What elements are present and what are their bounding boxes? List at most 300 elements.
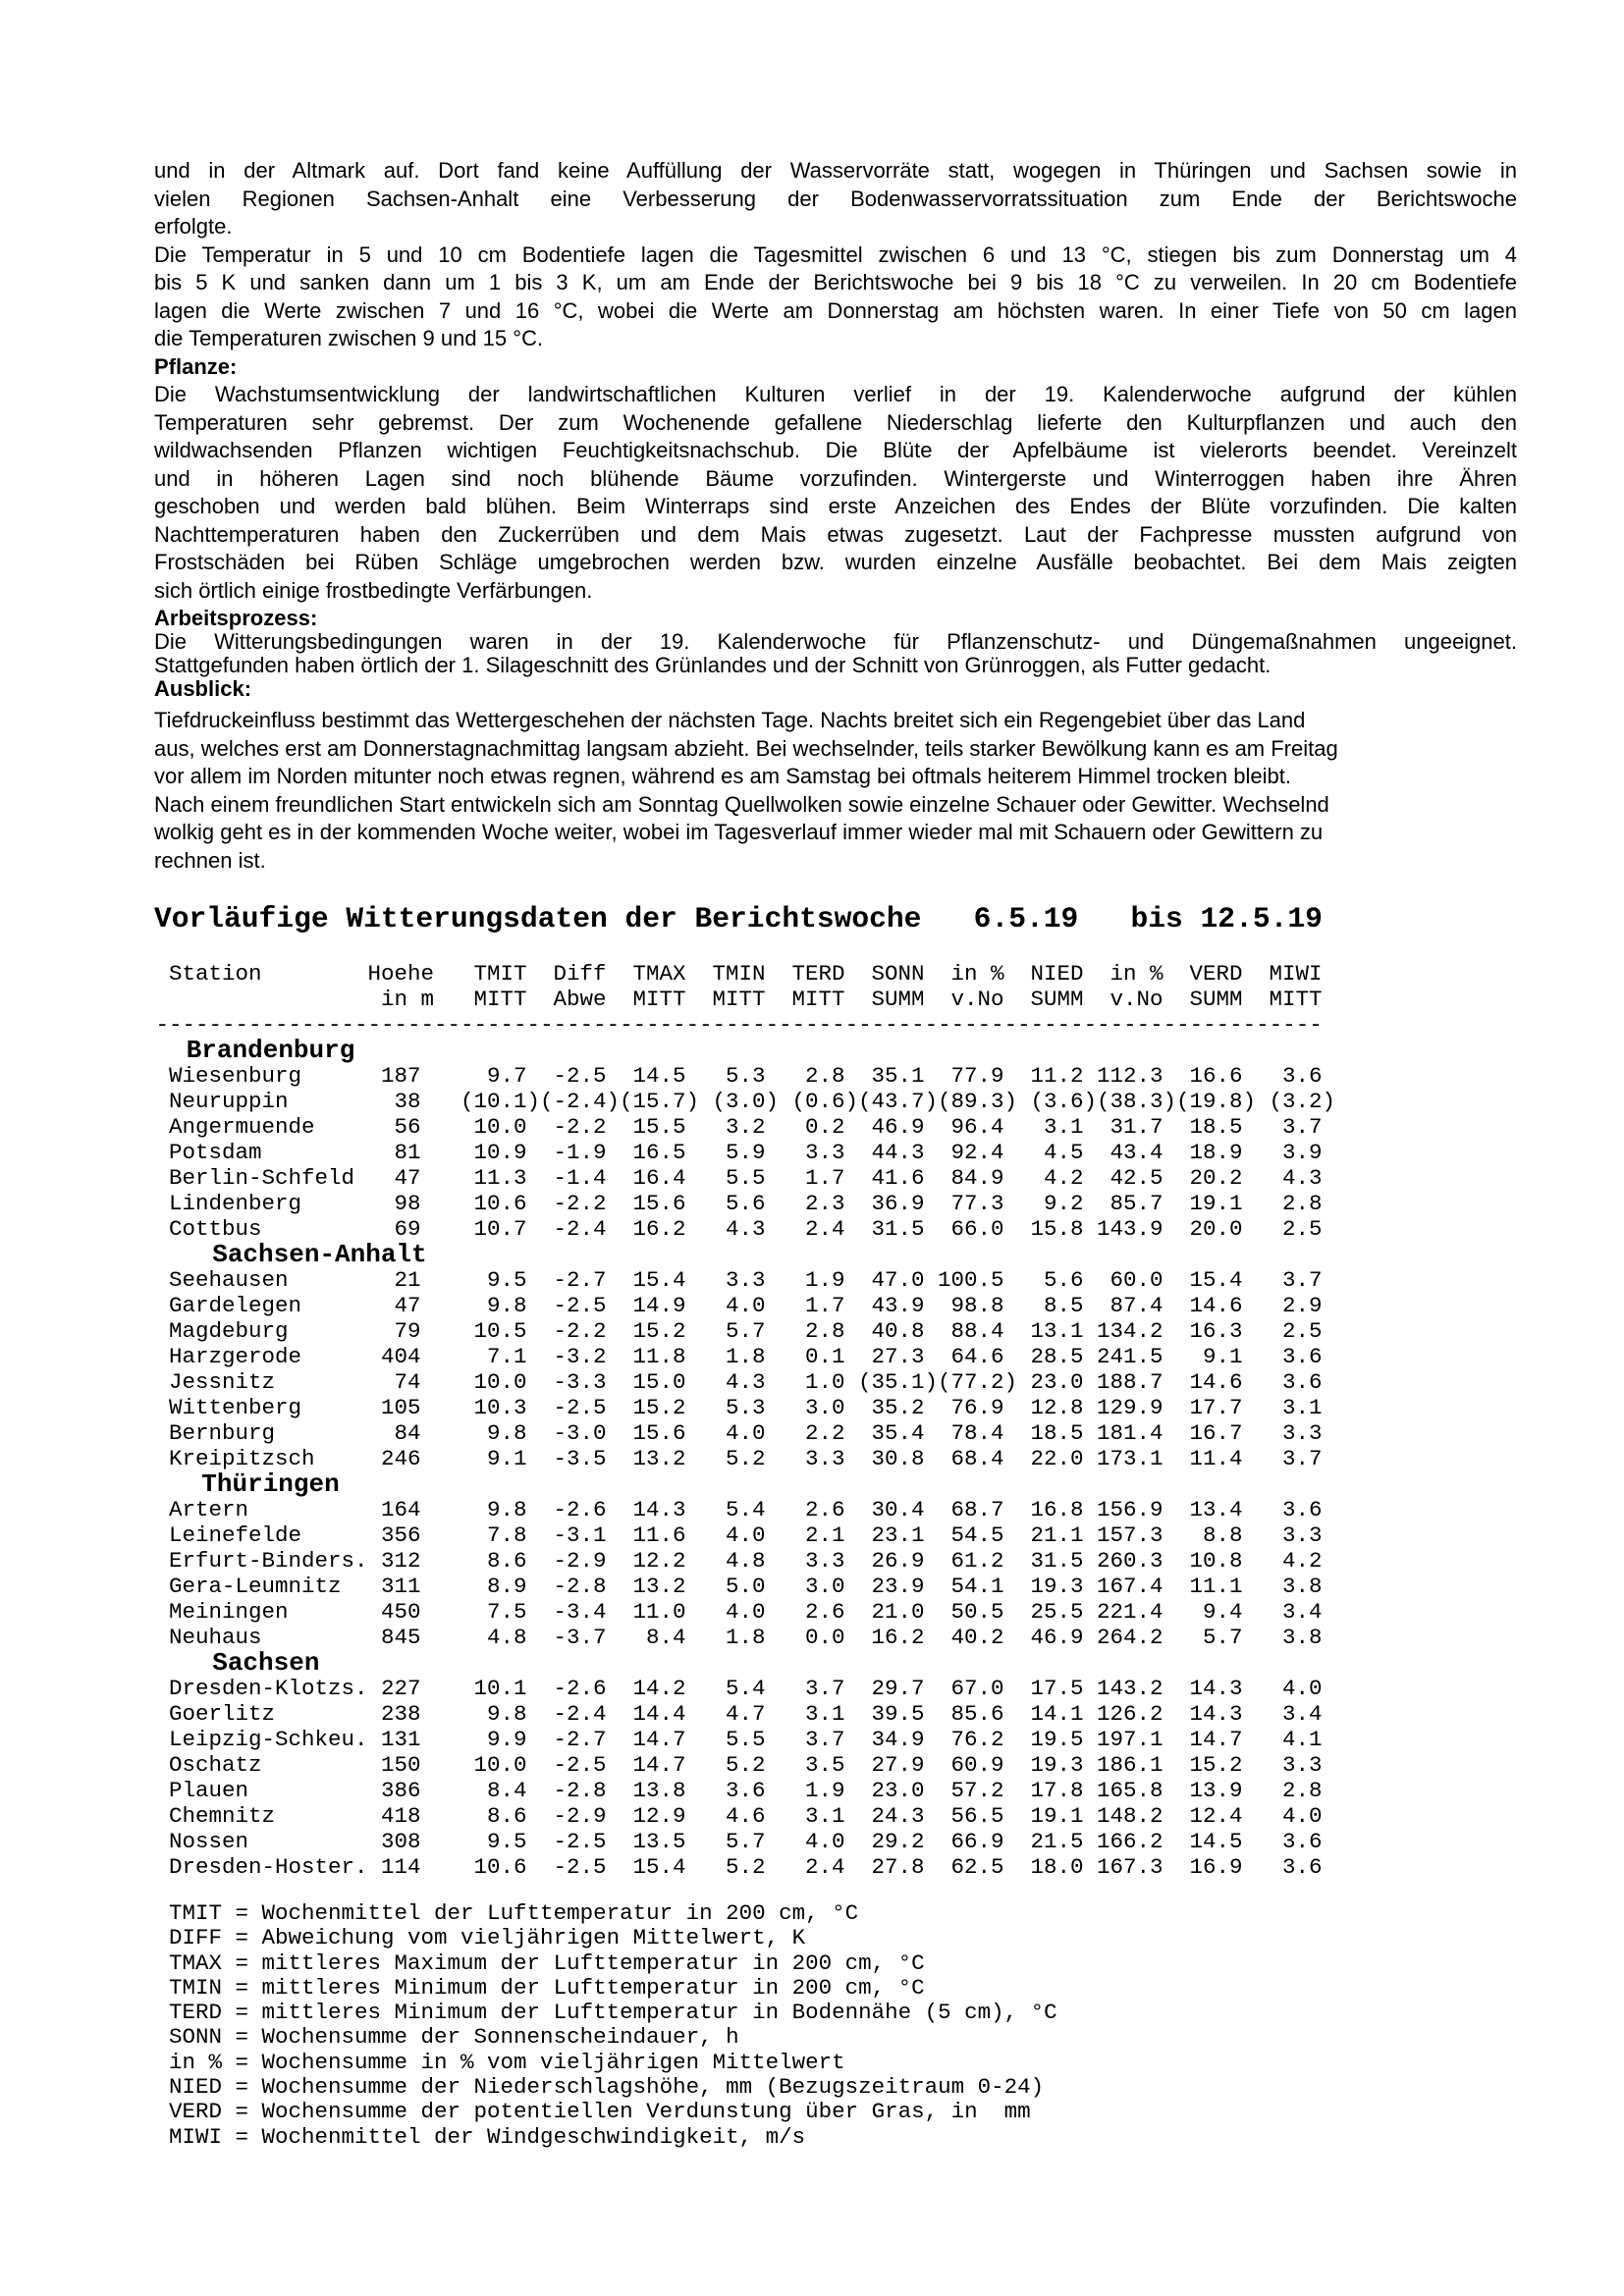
text-line: Nach einem freundlichen Start entwickeln sich am Sonntag Quellwolken sowie einzelne Schauer oder Gewitter. Wechselnd <box>154 791 1329 817</box>
table-cell: -3.1 <box>553 1522 607 1548</box>
table-cell: 9.8 <box>487 1496 527 1522</box>
table-cell: 23.0 <box>871 1777 925 1803</box>
table-row <box>156 1497 1336 1522</box>
table-cell: 2.6 <box>805 1598 845 1625</box>
table-cell: -2.5 <box>553 1751 607 1778</box>
table-cell: 56.5 <box>950 1802 1004 1829</box>
table-cell: -2.4 <box>553 1215 607 1242</box>
table-cell: (3.0) <box>712 1088 780 1114</box>
table-cell: 14.6 <box>1189 1292 1243 1318</box>
table-cell: 4.2 <box>1044 1164 1084 1191</box>
table-cell: 197.1 <box>1097 1726 1164 1752</box>
section-heading-ausblick: Ausblick: <box>154 676 252 701</box>
column-header: NIED <box>1030 960 1084 987</box>
station-name: Lindenberg <box>169 1190 302 1216</box>
table-cell: 3.8 <box>1282 1573 1323 1599</box>
table-row <box>156 1548 1336 1574</box>
table-cell: 10.0 <box>473 1113 527 1140</box>
station-elevation: 164 <box>381 1496 421 1522</box>
table-cell: 18.5 <box>1189 1113 1243 1140</box>
table-cell: 15.4 <box>1189 1266 1243 1293</box>
text-line: Die Temperatur in 5 und 10 cm Bodentiefe lagen die Tagesmittel zwischen 6 und 13 °C, stiegen bis zum Donnerstag um 4 <box>154 241 1517 267</box>
table-cell: 15.4 <box>632 1266 686 1293</box>
table-cell: 60.9 <box>950 1751 1004 1778</box>
column-header: v.No <box>1110 986 1164 1012</box>
table-cell: 11.6 <box>632 1522 686 1548</box>
table-cell: 15.2 <box>1189 1751 1243 1778</box>
table-cell: 17.7 <box>1189 1394 1243 1420</box>
table-cell: 5.4 <box>726 1496 766 1522</box>
table-cell: 14.6 <box>1189 1368 1243 1395</box>
table-cell: 44.3 <box>871 1139 925 1165</box>
station-name: Gardelegen <box>169 1292 302 1318</box>
text-line: erfolgte. <box>154 214 233 239</box>
column-header: SUMM <box>871 986 925 1012</box>
table-cell: 17.8 <box>1030 1777 1084 1803</box>
legend-line: TMIT = Wochenmittel der Lufttemperatur in 200 cm, °C <box>169 1900 859 1926</box>
table-cell: 4.0 <box>726 1522 766 1548</box>
table-cell: 9.5 <box>487 1828 527 1854</box>
table-cell: 3.8 <box>1282 1624 1323 1650</box>
station-name: Kreipitzsch <box>169 1445 315 1471</box>
station-name: Angermuende <box>169 1113 315 1140</box>
table-cell: 13.2 <box>632 1445 686 1471</box>
table-cell: 3.6 <box>1282 1343 1323 1369</box>
table-cell: 134.2 <box>1097 1317 1164 1344</box>
table-cell: 3.6 <box>1282 1496 1323 1522</box>
table-cell: 57.2 <box>950 1777 1004 1803</box>
column-header: TMIT <box>473 960 527 987</box>
table-cell: 4.3 <box>726 1215 766 1242</box>
text-line: rechnen ist. <box>154 847 266 873</box>
table-cell: 23.0 <box>1030 1368 1084 1395</box>
table-cell: -2.5 <box>553 1062 607 1089</box>
station-elevation: 84 <box>394 1419 421 1446</box>
text-line: aus, welches erst am Donnerstagnachmittag langsam abzieht. Bei wechselnder, teils starker Bewölkung kann es am Freitag <box>154 735 1338 761</box>
table-cell: 66.9 <box>950 1828 1004 1854</box>
station-elevation: 56 <box>394 1113 421 1140</box>
table-cell: 15.4 <box>632 1853 686 1880</box>
abbreviation-legend <box>169 1901 1057 2150</box>
table-cell: -2.9 <box>553 1802 607 1829</box>
table-cell: 14.9 <box>632 1292 686 1318</box>
table-cell: 1.0 <box>805 1368 845 1395</box>
legend-line: TERD = mittleres Minimum der Lufttemperatur in Bodennähe (5 cm), °C <box>169 2000 1057 2026</box>
region-heading: Brandenburg <box>186 1035 355 1065</box>
table-cell: 5.5 <box>726 1726 766 1752</box>
station-elevation: 187 <box>381 1062 421 1089</box>
table-cell: 76.2 <box>950 1726 1004 1752</box>
table-cell: 3.4 <box>1282 1598 1323 1625</box>
table-cell: 54.5 <box>950 1522 1004 1548</box>
station-name: Wiesenburg <box>169 1062 302 1089</box>
table-cell: 9.8 <box>487 1292 527 1318</box>
table-cell: (15.7) <box>620 1088 700 1114</box>
table-cell: 68.4 <box>950 1445 1004 1471</box>
table-cell: 1.7 <box>805 1292 845 1318</box>
station-elevation: 246 <box>381 1445 421 1471</box>
table-row <box>156 1140 1336 1165</box>
table-cell: 9.2 <box>1044 1190 1084 1216</box>
table-cell: 15.5 <box>632 1113 686 1140</box>
table-cell: 1.9 <box>805 1266 845 1293</box>
table-cell: 4.8 <box>726 1547 766 1574</box>
table-header-row <box>156 961 1336 987</box>
station-name: Cottbus <box>169 1215 262 1242</box>
table-cell: 16.5 <box>632 1139 686 1165</box>
station-name: Harzgerode <box>169 1343 302 1369</box>
station-elevation: 308 <box>381 1828 421 1854</box>
table-cell: 3.5 <box>805 1751 845 1778</box>
table-cell: (3.2) <box>1269 1088 1336 1114</box>
table-cell: (35.1) <box>858 1368 939 1395</box>
table-cell: 40.8 <box>871 1317 925 1344</box>
table-cell: 85.6 <box>950 1700 1004 1727</box>
table-cell: 167.4 <box>1097 1573 1164 1599</box>
table-cell: 4.7 <box>726 1700 766 1727</box>
table-cell: 14.2 <box>632 1675 686 1701</box>
table-cell: 16.9 <box>1189 1853 1243 1880</box>
table-cell: 10.1 <box>473 1675 527 1701</box>
table-cell: 10.3 <box>473 1394 527 1420</box>
column-header: in % <box>950 960 1004 987</box>
table-cell: 5.3 <box>726 1394 766 1420</box>
station-name: Leipzig-Schkeu. <box>169 1726 368 1752</box>
column-header: in m <box>381 986 435 1012</box>
table-cell: -2.7 <box>553 1726 607 1752</box>
column-header: in % <box>1110 960 1164 987</box>
station-elevation: 238 <box>381 1700 421 1727</box>
table-row <box>156 1522 1336 1548</box>
table-cell: 27.8 <box>871 1853 925 1880</box>
table-cell: 8.8 <box>1203 1522 1243 1548</box>
text-line: wildwachsenden Pflanzen wichtigen Feuchtigkeitsnachschub. Die Blüte der Apfelbäume ist vielerorts beendet. Vereinzelt <box>154 438 1517 462</box>
legend-line: VERD = Wochensumme der potentiellen Verdunstung über Gras, in mm <box>169 2099 1031 2125</box>
table-cell: 5.7 <box>726 1828 766 1854</box>
paragraph-bodenwasser <box>154 157 1517 241</box>
table-cell: 5.2 <box>726 1853 766 1880</box>
column-header: MITT <box>1269 986 1323 1012</box>
table-cell: 7.8 <box>487 1522 527 1548</box>
table-cell: 10.6 <box>473 1190 527 1216</box>
table-cell: 4.3 <box>726 1368 766 1395</box>
station-elevation: 311 <box>381 1573 421 1599</box>
table-row <box>156 1803 1336 1829</box>
table-cell: 188.7 <box>1097 1368 1164 1395</box>
table-cell: 9.1 <box>487 1445 527 1471</box>
table-cell: 12.4 <box>1189 1802 1243 1829</box>
table-cell: 13.9 <box>1189 1777 1243 1803</box>
station-elevation: 450 <box>381 1598 421 1625</box>
table-cell: 0.2 <box>805 1113 845 1140</box>
table-cell: 9.1 <box>1203 1343 1243 1369</box>
table-cell: 15.8 <box>1030 1215 1084 1242</box>
text-line: wolkig geht es in der kommenden Woche weiter, wobei im Tagesverlauf immer wieder mal mit Schauern oder Gewittern zu <box>154 820 1324 844</box>
table-row <box>156 1829 1336 1854</box>
table-cell: 13.5 <box>632 1828 686 1854</box>
table-cell: 92.4 <box>950 1139 1004 1165</box>
table-cell: 8.5 <box>1044 1292 1084 1318</box>
table-cell: 9.7 <box>487 1062 527 1089</box>
weather-data-table <box>156 961 1336 1880</box>
table-cell: 21.5 <box>1030 1828 1084 1854</box>
table-cell: 64.6 <box>950 1343 1004 1369</box>
table-cell: 27.3 <box>871 1343 925 1369</box>
text-line: vielen Regionen Sachsen-Anhalt eine Verbesserung der Bodenwasservorratssituation zum Ende der Berichtswoche <box>154 186 1517 211</box>
table-row <box>156 1727 1336 1752</box>
station-name: Meiningen <box>169 1598 289 1625</box>
table-cell: 35.4 <box>871 1419 925 1446</box>
table-cell: 8.4 <box>487 1777 527 1803</box>
table-cell: 2.8 <box>805 1317 845 1344</box>
table-cell: 47.0 <box>871 1266 925 1293</box>
table-cell: 46.9 <box>871 1113 925 1140</box>
table-cell: 4.0 <box>726 1598 766 1625</box>
station-name: Wittenberg <box>169 1394 302 1420</box>
table-cell: 25.5 <box>1030 1598 1084 1625</box>
table-cell: 16.7 <box>1189 1419 1243 1446</box>
table-cell: 4.5 <box>1044 1139 1084 1165</box>
table-cell: 19.1 <box>1189 1190 1243 1216</box>
table-cell: 0.1 <box>805 1343 845 1369</box>
table-cell: 87.4 <box>1110 1292 1164 1318</box>
table-cell: 1.7 <box>805 1164 845 1191</box>
table-row <box>156 1752 1336 1778</box>
table-cell: 186.1 <box>1097 1751 1164 1778</box>
table-row <box>156 1599 1336 1625</box>
section-heading-arbeitsprozess: Arbeitsprozess: <box>154 606 318 630</box>
table-cell: 1.8 <box>726 1343 766 1369</box>
table-row <box>156 1165 1336 1191</box>
table-cell: 15.2 <box>632 1394 686 1420</box>
station-elevation: 845 <box>381 1624 421 1650</box>
table-cell: 34.9 <box>871 1726 925 1752</box>
table-row <box>156 1625 1336 1650</box>
text-line: Tiefdruckeinfluss bestimmt das Wettergeschehen der nächsten Tage. Nachts breitet sich ein Regengebiet über das Land <box>154 708 1306 732</box>
table-cell: 2.1 <box>805 1522 845 1548</box>
table-cell: 3.3 <box>1282 1751 1323 1778</box>
region-heading: Sachsen <box>212 1647 320 1678</box>
table-cell: 5.9 <box>726 1139 766 1165</box>
station-elevation: 81 <box>394 1139 421 1165</box>
table-cell: 14.3 <box>1189 1675 1243 1701</box>
table-row <box>156 1318 1336 1344</box>
table-cell: 3.1 <box>805 1700 845 1727</box>
table-cell: (38.3) <box>1097 1088 1177 1114</box>
table-cell: 15.0 <box>632 1368 686 1395</box>
table-cell: (10.1) <box>460 1088 541 1114</box>
table-cell: 4.0 <box>726 1419 766 1446</box>
table-cell: 173.1 <box>1097 1445 1164 1471</box>
table-cell: 3.6 <box>1282 1062 1323 1089</box>
station-name: Neuhaus <box>169 1624 262 1650</box>
table-cell: 43.4 <box>1110 1139 1164 1165</box>
table-row <box>156 1574 1336 1599</box>
station-elevation: 47 <box>394 1164 421 1191</box>
table-cell: 4.1 <box>1282 1726 1323 1752</box>
table-cell: 1.8 <box>726 1624 766 1650</box>
station-name: Goerlitz <box>169 1700 276 1727</box>
table-cell: (3.6) <box>1030 1088 1098 1114</box>
table-cell: 5.5 <box>726 1164 766 1191</box>
station-name: Magdeburg <box>169 1317 289 1344</box>
table-title: Vorläufige Witterungsdaten der Berichtswoche 6.5.19 bis 12.5.19 <box>154 902 1323 935</box>
table-row <box>156 1701 1336 1727</box>
table-row <box>156 1216 1336 1242</box>
station-elevation: 131 <box>381 1726 421 1752</box>
table-cell: 28.5 <box>1030 1343 1084 1369</box>
table-cell: -2.5 <box>553 1394 607 1420</box>
table-cell: 264.2 <box>1097 1624 1164 1650</box>
table-cell: 3.7 <box>1282 1113 1323 1140</box>
table-cell: 2.4 <box>805 1215 845 1242</box>
table-cell: 62.5 <box>950 1853 1004 1880</box>
table-cell: 27.9 <box>871 1751 925 1778</box>
table-cell: 3.3 <box>1282 1522 1323 1548</box>
table-cell: 2.8 <box>805 1062 845 1089</box>
table-cell: -3.5 <box>553 1445 607 1471</box>
table-cell: -3.3 <box>553 1368 607 1395</box>
table-cell: 156.9 <box>1097 1496 1164 1522</box>
station-elevation: 47 <box>394 1292 421 1318</box>
table-cell: 29.2 <box>871 1828 925 1854</box>
section-heading-pflanze: Pflanze: <box>154 353 238 379</box>
table-cell: 78.4 <box>950 1419 1004 1446</box>
table-cell: 50.5 <box>950 1598 1004 1625</box>
table-cell: -2.2 <box>553 1113 607 1140</box>
table-cell: 24.3 <box>871 1802 925 1829</box>
table-cell: 2.3 <box>805 1190 845 1216</box>
station-name: Oschatz <box>169 1751 262 1778</box>
table-cell: 35.2 <box>871 1394 925 1420</box>
table-cell: (19.8) <box>1176 1088 1257 1114</box>
legend-line: TMAX = mittleres Maximum der Lufttemperatur in 200 cm, °C <box>169 1949 925 1976</box>
table-cell: 129.9 <box>1097 1394 1164 1420</box>
table-cell: 77.3 <box>950 1190 1004 1216</box>
table-cell: -1.4 <box>553 1164 607 1191</box>
table-row <box>156 1293 1336 1318</box>
table-cell: 3.7 <box>805 1726 845 1752</box>
table-cell: 23.1 <box>871 1522 925 1548</box>
table-cell: -3.4 <box>553 1598 607 1625</box>
region-heading: Sachsen-Anhalt <box>212 1239 427 1269</box>
table-cell: 167.3 <box>1097 1853 1164 1880</box>
table-cell: (-2.4) <box>540 1088 621 1114</box>
text-line: bis 5 K und sanken dann um 1 bis 3 K, um am Ende der Berichtswoche bei 9 bis 18 °C zu verweilen. In 20 cm Bodentiefe <box>154 270 1517 294</box>
table-cell: 3.3 <box>805 1139 845 1165</box>
table-cell: 143.9 <box>1097 1215 1164 1242</box>
table-cell: 3.3 <box>805 1547 845 1574</box>
table-cell: 36.9 <box>871 1190 925 1216</box>
station-name: Erfurt-Binders. <box>169 1547 368 1574</box>
table-cell: 5.4 <box>726 1675 766 1701</box>
table-cell: 67.0 <box>950 1675 1004 1701</box>
table-cell: 18.9 <box>1189 1139 1243 1165</box>
table-cell: 18.0 <box>1030 1853 1084 1880</box>
table-cell: 21.0 <box>871 1598 925 1625</box>
table-cell: 3.6 <box>1282 1853 1323 1880</box>
table-cell: 2.8 <box>1282 1777 1323 1803</box>
table-cell: 19.3 <box>1030 1573 1084 1599</box>
table-row <box>156 1267 1336 1293</box>
station-elevation: 105 <box>381 1394 421 1420</box>
table-cell: 10.9 <box>473 1139 527 1165</box>
table-cell: 3.3 <box>726 1266 766 1293</box>
table-cell: 13.1 <box>1030 1317 1084 1344</box>
table-cell: 14.5 <box>632 1062 686 1089</box>
table-cell: 126.2 <box>1097 1700 1164 1727</box>
region-heading: Thüringen <box>201 1468 340 1499</box>
table-cell: 84.9 <box>950 1164 1004 1191</box>
station-name: Berlin-Schfeld <box>169 1164 355 1191</box>
table-cell: 13.4 <box>1189 1496 1243 1522</box>
station-name: Neuruppin <box>169 1088 289 1114</box>
table-cell: 2.6 <box>805 1496 845 1522</box>
table-cell: -2.5 <box>553 1828 607 1854</box>
table-row <box>156 1778 1336 1803</box>
paragraph-ausblick <box>154 707 1517 875</box>
table-cell: 77.9 <box>950 1062 1004 1089</box>
table-cell: 165.8 <box>1097 1777 1164 1803</box>
table-cell: 23.9 <box>871 1573 925 1599</box>
paragraph-bodentemperatur <box>154 241 1517 353</box>
table-cell: 5.7 <box>1203 1624 1243 1650</box>
table-cell: -2.2 <box>553 1190 607 1216</box>
table-row <box>156 1420 1336 1446</box>
table-cell: -2.8 <box>553 1777 607 1803</box>
text-line: lagen die Werte zwischen 7 und 16 °C, wobei die Werte am Donnerstag am höchsten waren. In einer Tiefe von 50 cm lagen <box>154 297 1517 323</box>
table-cell: 4.2 <box>1282 1547 1323 1574</box>
table-cell: 46.9 <box>1030 1624 1084 1650</box>
table-cell: 14.4 <box>632 1700 686 1727</box>
table-cell: 3.2 <box>726 1113 766 1140</box>
table-cell: 166.2 <box>1097 1828 1164 1854</box>
text-line: Frostschäden bei Rüben Schläge umgebrochen werden bzw. wurden einzelne Ausfälle beobachtet. Bei dem Mais zeigten <box>154 550 1517 574</box>
table-cell: 66.0 <box>950 1215 1004 1242</box>
text-line: und in höheren Lagen sind noch blühende Bäume vorzufinden. Wintergerste und Winterroggen haben ihre Ähren <box>154 465 1517 491</box>
table-cell: 3.4 <box>1282 1700 1323 1727</box>
table-cell: 8.6 <box>487 1547 527 1574</box>
table-cell: 260.3 <box>1097 1547 1164 1574</box>
column-header: SUMM <box>1030 986 1084 1012</box>
table-cell: 31.7 <box>1110 1113 1164 1140</box>
table-cell: 3.1 <box>1282 1394 1323 1420</box>
station-elevation: 356 <box>381 1522 421 1548</box>
table-cell: 26.9 <box>871 1547 925 1574</box>
table-cell: 12.2 <box>632 1547 686 1574</box>
table-cell: 20.2 <box>1189 1164 1243 1191</box>
paragraph-pflanze <box>154 381 1517 605</box>
station-elevation: 386 <box>381 1777 421 1803</box>
table-cell: 9.8 <box>487 1419 527 1446</box>
table-cell: 14.3 <box>632 1496 686 1522</box>
table-cell: 5.7 <box>726 1317 766 1344</box>
column-header: MITT <box>473 986 527 1012</box>
table-separator: ---------------------------------------------------------------------------------------- <box>155 1011 1323 1038</box>
table-cell: 1.9 <box>805 1777 845 1803</box>
station-name: Gera-Leumnitz <box>169 1573 342 1599</box>
table-row <box>156 1089 1336 1114</box>
table-cell: 11.8 <box>632 1343 686 1369</box>
column-header: VERD <box>1189 960 1243 987</box>
station-elevation: 312 <box>381 1547 421 1574</box>
column-header: MIWI <box>1269 960 1323 987</box>
table-cell: 4.0 <box>726 1292 766 1318</box>
table-row <box>156 1114 1336 1140</box>
table-cell: 3.1 <box>805 1802 845 1829</box>
table-cell: 9.9 <box>487 1726 527 1752</box>
table-cell: 3.3 <box>805 1445 845 1471</box>
